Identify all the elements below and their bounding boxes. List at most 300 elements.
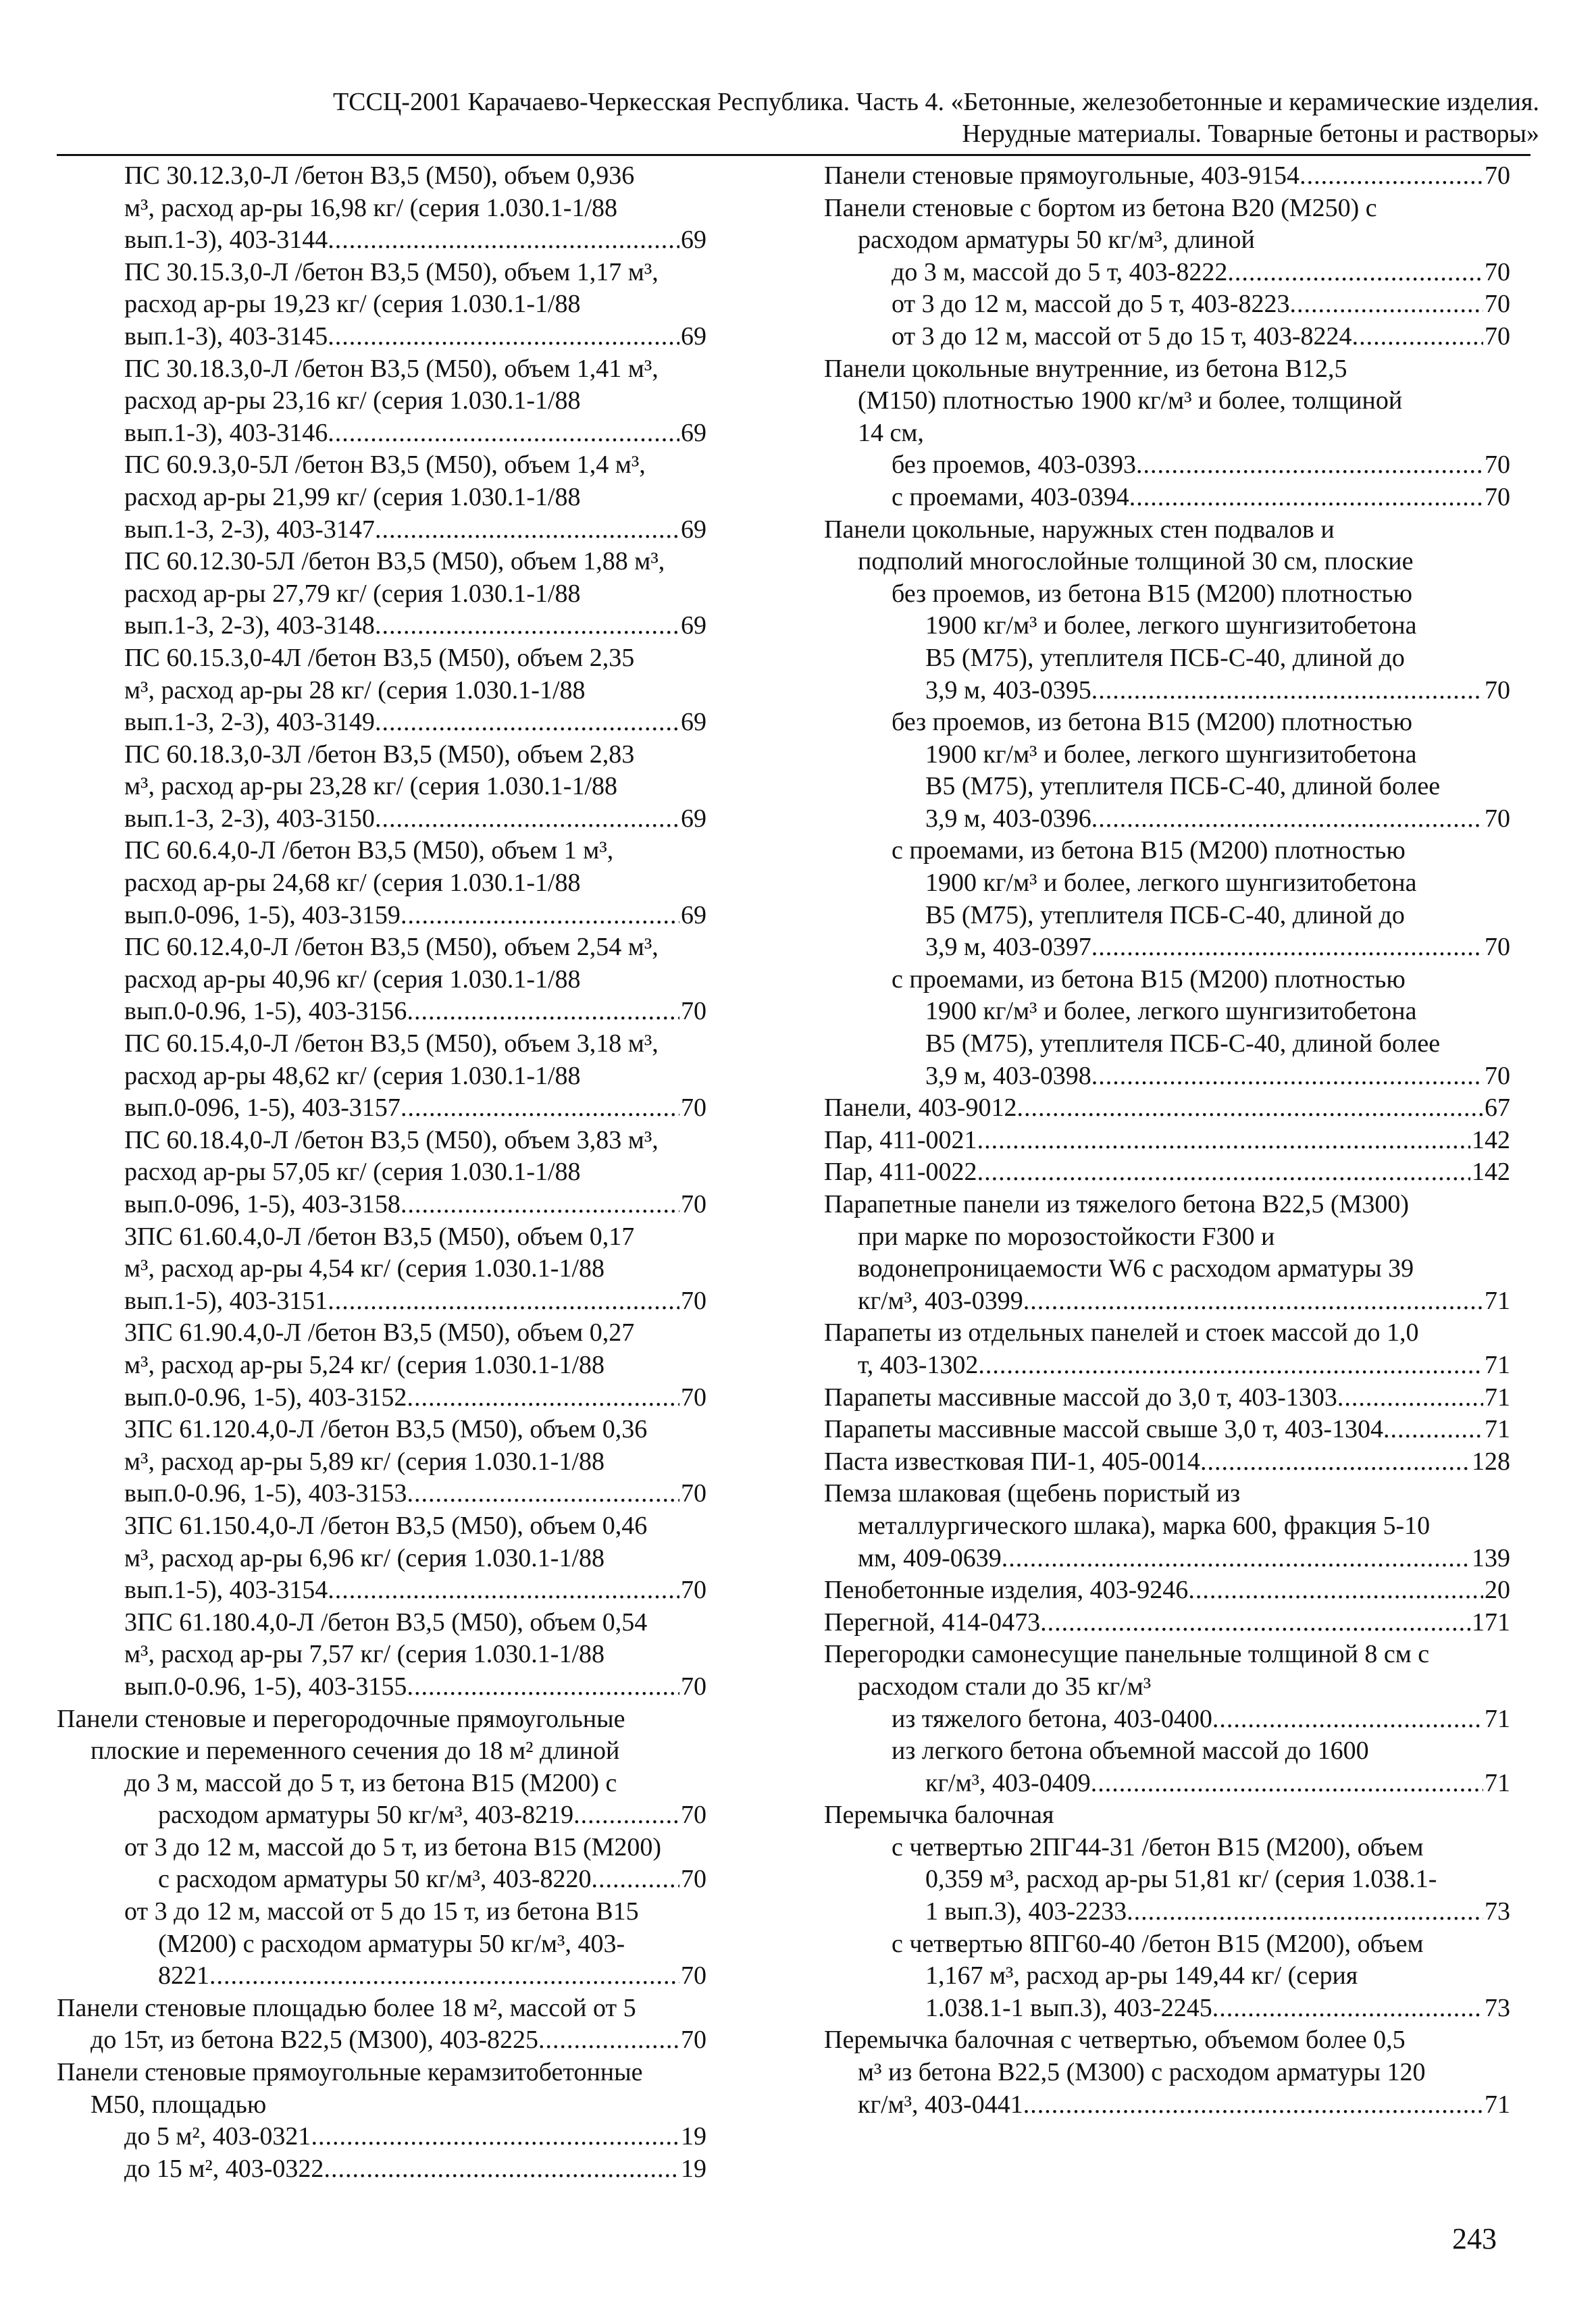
dot-leader — [1016, 1092, 1483, 1125]
index-entry — [57, 2121, 706, 2153]
entry-line — [57, 1735, 706, 1768]
page-reference: 70 — [1485, 451, 1510, 480]
index-entry — [824, 1639, 1510, 1703]
dot-leader — [1127, 1896, 1483, 1928]
entry-line — [824, 996, 1510, 1028]
dot-leader — [328, 321, 679, 353]
entry-text: ПС 30.18.3,0-Л /бетон В3,5 (М50), объем 1,41 м³, — [124, 354, 659, 383]
entry-line — [824, 385, 1510, 417]
entry-text: Пар, 411-0021 — [824, 1125, 977, 1154]
entry-text: Панели цокольные внутренние, из бетона В12,5 — [824, 354, 1347, 383]
entry-text: вып.1-3), 403-3146 — [124, 418, 328, 447]
entry-text: расходом арматуры 50 кг/м³, длиной — [858, 226, 1255, 255]
entry-text: Панели стеновые прямоугольные керамзитобетонные — [57, 2058, 643, 2087]
entry-text: (М200) с расходом арматуры 50 кг/м³, 403- — [158, 1929, 625, 1958]
dot-leader — [1091, 675, 1483, 707]
entry-line — [57, 417, 706, 450]
entry-line — [824, 706, 1510, 739]
entry-text: расходом стали до 35 кг/м³ — [858, 1672, 1152, 1701]
index-entry — [824, 2024, 1510, 2121]
entry-line — [57, 1799, 706, 1832]
entry-text: ПС 60.18.3,0-3Л /бетон В3,5 (М50), объем 2,83 — [124, 740, 635, 769]
entry-text: ПС 60.12.4,0-Л /бетон В3,5 (М50), объем 2,54 м³, — [124, 933, 659, 962]
entry-text: В5 (М75), утеплителя ПСБ-С-40, длиной более — [925, 1029, 1441, 1058]
entry-text: вып.0-0.96, 1-5), 403-3156 — [124, 997, 407, 1026]
entry-text: расход ар-ры 21,99 кг/ (серия 1.030.1-1/88 — [124, 482, 581, 511]
index-entry — [57, 1607, 706, 1703]
entry-line — [57, 514, 706, 546]
entry-text: м³, расход ар-ры 7,57 кг/ (серия 1.030.1-1/88 — [124, 1640, 604, 1669]
entry-line — [57, 1607, 706, 1639]
dot-leader — [1212, 1992, 1483, 2025]
dot-leader — [1227, 257, 1483, 289]
dot-leader — [977, 1125, 1470, 1157]
dot-leader — [1212, 1703, 1483, 1736]
entry-line — [824, 1349, 1510, 1382]
page-reference: 70 — [681, 1094, 706, 1123]
entry-line — [824, 964, 1510, 996]
dot-leader — [1091, 1768, 1483, 1800]
index-entry — [824, 1189, 1510, 1317]
index-entry — [824, 482, 1510, 514]
entry-line — [57, 610, 706, 642]
entry-text: расход ар-ры 40,96 кг/ (серия 1.030.1-1/88 — [124, 965, 581, 994]
entry-text: с проемами, 403-0394 — [892, 482, 1129, 511]
entry-text: 1900 кг/м³ и более, легкого шунгизитобетона — [925, 740, 1417, 769]
entry-line — [824, 1189, 1510, 1221]
entry-line — [57, 1253, 706, 1285]
entry-text: ПС 60.15.3,0-4Л /бетон В3,5 (М50), объем 2,35 — [124, 643, 635, 672]
entry-text: 3ПС 61.150.4,0-Л /бетон В3,5 (М50), объем 0,46 — [124, 1511, 648, 1540]
entry-text: из тяжелого бетона, 403-0400 — [892, 1704, 1212, 1733]
entry-line — [824, 1928, 1510, 1961]
entry-text: (М150) плотностью 1900 кг/м³ и более, толщиной — [858, 386, 1403, 415]
page-reference: 69 — [681, 322, 706, 351]
index-entry — [824, 257, 1510, 289]
index-entry — [824, 288, 1510, 321]
entry-line — [824, 1574, 1510, 1607]
entry-line — [824, 257, 1510, 289]
entry-text: металлургического шлака), марка 600, фракция 5-10 — [858, 1511, 1431, 1540]
entry-line — [824, 2089, 1510, 2122]
page-reference: 128 — [1472, 1447, 1510, 1476]
entry-line — [57, 675, 706, 707]
index-entry — [57, 257, 706, 353]
entry-text: Панели стеновые и перегородочные прямоугольные — [57, 1704, 625, 1733]
entry-line — [57, 739, 706, 771]
entry-text: 3ПС 61.120.4,0-Л /бетон В3,5 (М50), объем 0,36 — [124, 1415, 648, 1444]
entry-line — [57, 1960, 706, 1992]
dot-leader — [209, 1960, 679, 1992]
index-column-right — [824, 160, 1510, 2121]
entry-text: расход ар-ры 27,79 кг/ (серия 1.030.1-1/88 — [124, 579, 581, 608]
page-reference: 139 — [1472, 1543, 1510, 1572]
entry-line — [824, 546, 1510, 578]
entry-text: ПС 30.15.3,0-Л /бетон В3,5 (М50), объем 1,17 м³, — [124, 257, 659, 286]
page-reference: 71 — [1485, 2090, 1510, 2119]
entry-line — [57, 1349, 706, 1382]
page-reference: 142 — [1472, 1125, 1510, 1154]
entry-text: от 3 до 12 м, массой от 5 до 15 т, из бетона В15 — [124, 1897, 639, 1926]
dot-leader — [1002, 1543, 1470, 1575]
entry-line — [824, 931, 1510, 964]
entry-line — [57, 1060, 706, 1093]
dot-leader — [375, 803, 679, 835]
entry-text: Панели стеновые прямоугольные, 403-9154 — [824, 161, 1300, 190]
page-reference: 67 — [1485, 1094, 1510, 1123]
dot-leader — [1129, 482, 1483, 514]
dot-leader — [1040, 1607, 1470, 1639]
entry-line — [824, 835, 1510, 867]
entry-text: 1900 кг/м³ и более, легкого шунгизитобетона — [925, 869, 1417, 898]
page-reference: 70 — [681, 1479, 706, 1508]
index-entry — [57, 1832, 706, 1896]
entry-line — [57, 160, 706, 192]
entry-line — [57, 1671, 706, 1703]
entry-text: с четвертью 8ПГ60-40 /бетон В15 (М200), объем — [892, 1929, 1424, 1958]
index-entry — [57, 2153, 706, 2186]
dot-leader — [1091, 931, 1483, 964]
entry-text: 3ПС 61.90.4,0-Л /бетон В3,5 (М50), объем 0,27 — [124, 1318, 635, 1347]
entry-line — [57, 1285, 706, 1318]
entry-line — [57, 1092, 706, 1125]
entry-text: расход ар-ры 23,16 кг/ (серия 1.030.1-1/88 — [124, 386, 581, 415]
entry-line — [57, 2057, 706, 2089]
dot-leader — [977, 1156, 1470, 1189]
entry-line — [824, 1028, 1510, 1060]
dot-leader — [311, 2121, 679, 2153]
page-reference: 70 — [681, 1286, 706, 1315]
index-entry — [824, 1607, 1510, 1639]
dot-leader — [328, 1285, 679, 1318]
dot-leader — [1200, 1446, 1470, 1479]
entry-text: подполий многослойные толщиной 30 см, плоские — [858, 547, 1414, 576]
page-reference: 19 — [681, 2154, 706, 2183]
entry-line — [57, 1832, 706, 1864]
entry-line — [57, 1543, 706, 1575]
entry-text: до 15 м², 403-0322 — [124, 2154, 324, 2183]
entry-line — [57, 1317, 706, 1349]
entry-text: ПС 60.18.4,0-Л /бетон В3,5 (М50), объем 3,83 м³, — [124, 1125, 659, 1154]
entry-text: Парапеты из отдельных панелей и стоек массой до 1,0 — [824, 1318, 1419, 1347]
entry-text: расход ар-ры 24,68 кг/ (серия 1.030.1-1/88 — [124, 869, 581, 898]
entry-text: расходом арматуры 50 кг/м³, 403-8219 — [158, 1801, 574, 1830]
entry-text: м³, расход ар-ры 5,24 кг/ (серия 1.030.1-1/88 — [124, 1350, 604, 1379]
page-reference: 69 — [681, 226, 706, 255]
entry-text: расход ар-ры 19,23 кг/ (серия 1.030.1-1/88 — [124, 290, 581, 319]
index-entry — [57, 2057, 706, 2121]
entry-text: расход ар-ры 48,62 кг/ (серия 1.030.1-1/88 — [124, 1061, 581, 1090]
page-number: 243 — [1452, 2222, 1497, 2255]
entry-line — [824, 1768, 1510, 1800]
entry-line — [824, 417, 1510, 450]
page-reference: 71 — [1485, 1350, 1510, 1379]
entry-text: 1.038.1-1 вып.3), 403-2245 — [925, 1993, 1212, 2022]
entry-text: Панели стеновые с бортом из бетона В20 (М250) с — [824, 193, 1377, 222]
entry-text: вып.1-3), 403-3145 — [124, 322, 328, 351]
entry-text: Панели стеновые площадью более 18 м², массой от 5 — [57, 1993, 636, 2022]
entry-line — [824, 192, 1510, 225]
page-reference: 70 — [681, 2026, 706, 2055]
entry-text: 3,9 м, 403-0398 — [925, 1061, 1091, 1090]
entry-text: 3,9 м, 403-0396 — [925, 804, 1091, 833]
entry-line — [57, 931, 706, 964]
entry-text: с четвертью 2ПГ44-31 /бетон В15 (М200), объем — [892, 1832, 1424, 1861]
entry-line — [824, 578, 1510, 611]
entry-line — [824, 1478, 1510, 1510]
entry-line — [824, 1832, 1510, 1864]
index-entry — [57, 160, 706, 257]
entry-text: ПС 60.12.30-5Л /бетон В3,5 (М50), объем 1,88 м³, — [124, 547, 665, 576]
page-reference: 71 — [1485, 1704, 1510, 1733]
entry-text: вып.1-5), 403-3151 — [124, 1286, 328, 1315]
entry-line — [57, 1863, 706, 1896]
header-line-2: Нерудные материалы. Товарные бетоны и растворы» — [962, 120, 1539, 148]
entry-text: 1,167 м³, расход ар-ры 149,44 кг/ (серия — [925, 1961, 1358, 1990]
page-reference: 70 — [681, 1865, 706, 1894]
entry-line — [57, 1156, 706, 1189]
entry-text: Пар, 411-0022 — [824, 1158, 977, 1187]
index-entry — [57, 449, 706, 546]
dot-leader — [401, 1092, 679, 1125]
page-reference: 70 — [681, 1672, 706, 1701]
index-entry — [824, 1092, 1510, 1125]
page-reference: 70 — [681, 1801, 706, 1830]
index-entry — [57, 1414, 706, 1510]
entry-text: плоские и переменного сечения до 18 м² длиной — [91, 1737, 620, 1766]
entry-text: вып.0-0.96, 1-5), 403-3153 — [124, 1479, 407, 1508]
entry-line — [57, 803, 706, 835]
page-reference: 20 — [1485, 1576, 1510, 1605]
entry-line — [824, 1671, 1510, 1703]
entry-line — [57, 449, 706, 482]
entry-line — [57, 835, 706, 867]
page-reference: 73 — [1485, 1993, 1510, 2022]
entry-line — [57, 900, 706, 932]
entry-text: Пемза шлаковая (щебень пористый из — [824, 1479, 1241, 1508]
dot-leader — [324, 2153, 679, 2186]
entry-text: до 3 м, массой до 5 т, 403-8222 — [892, 257, 1228, 286]
entry-line — [57, 1992, 706, 2025]
dot-leader — [538, 2024, 679, 2057]
entry-line — [824, 1543, 1510, 1575]
entry-line — [824, 288, 1510, 321]
entry-line — [824, 642, 1510, 675]
entry-text: расход ар-ры 57,05 кг/ (серия 1.030.1-1/88 — [124, 1158, 581, 1187]
index-entry — [824, 1799, 1510, 1832]
index-entry — [57, 739, 706, 835]
entry-text: В5 (М75), утеплителя ПСБ-С-40, длиной до — [925, 643, 1405, 672]
entry-line — [57, 192, 706, 225]
entry-text: без проемов, из бетона В15 (М200) плотностью — [892, 708, 1413, 737]
entry-line — [57, 546, 706, 578]
index-entry — [824, 964, 1510, 1092]
index-entry — [57, 546, 706, 642]
entry-text: до 3 м, массой до 5 т, из бетона В15 (М200) с — [124, 1768, 617, 1797]
entry-text: вып.0-0.96, 1-5), 403-3155 — [124, 1672, 407, 1701]
entry-text: ПС 60.15.4,0-Л /бетон В3,5 (М50), объем 3,18 м³, — [124, 1029, 659, 1058]
dot-leader — [375, 610, 679, 642]
index-entry — [824, 1446, 1510, 1479]
header-line-1: ТССЦ-2001 Карачаево-Черкесская Республика. Часть 4. «Бетонные, железобетонные и керамические изделия. — [332, 88, 1539, 116]
entry-line — [824, 1992, 1510, 2025]
index-entry — [824, 160, 1510, 192]
entry-line — [57, 2121, 706, 2153]
entry-line — [57, 1189, 706, 1221]
index-entry — [824, 578, 1510, 706]
entry-text: м³, расход ар-ры 4,54 кг/ (серия 1.030.1-1/88 — [124, 1254, 604, 1283]
dot-leader — [1023, 1285, 1483, 1318]
dot-leader — [1091, 803, 1483, 835]
index-entry — [824, 321, 1510, 353]
page-reference: 70 — [1485, 161, 1510, 190]
entry-line — [57, 482, 706, 514]
entry-text: Парапеты массивные массой до 3,0 т, 403-1303 — [824, 1383, 1337, 1412]
entry-line — [824, 2057, 1510, 2089]
entry-text: вып.1-3, 2-3), 403-3148 — [124, 611, 375, 640]
page-reference: 69 — [681, 708, 706, 737]
entry-line — [824, 482, 1510, 514]
entry-line — [57, 288, 706, 321]
entry-line — [824, 1060, 1510, 1093]
dot-leader — [407, 1671, 679, 1703]
dot-leader — [978, 1349, 1483, 1382]
page-reference: 69 — [681, 804, 706, 833]
running-header — [57, 86, 1539, 150]
entry-line — [824, 1863, 1510, 1896]
dot-leader — [328, 417, 679, 450]
entry-line — [57, 1768, 706, 1800]
entry-line — [824, 1607, 1510, 1639]
header-rule — [57, 154, 1530, 156]
page-reference: 70 — [1485, 675, 1510, 704]
dot-leader — [328, 1574, 679, 1607]
entry-line — [57, 1382, 706, 1414]
entry-line — [57, 224, 706, 257]
entry-line — [824, 803, 1510, 835]
entry-line — [57, 642, 706, 675]
page-reference: 70 — [1485, 482, 1510, 511]
page-reference: 70 — [1485, 804, 1510, 833]
entry-line — [57, 1574, 706, 1607]
page-reference: 19 — [681, 2122, 706, 2151]
entry-text: м³, расход ар-ры 5,89 кг/ (серия 1.030.1-1/88 — [124, 1447, 604, 1476]
entry-text: от 3 до 12 м, массой от 5 до 15 т, 403-8224 — [892, 322, 1352, 351]
entry-text: 14 см, — [858, 418, 924, 447]
entry-line — [824, 1735, 1510, 1768]
index-entry — [824, 1478, 1510, 1574]
dot-leader — [1091, 1060, 1483, 1093]
entry-text: ПС 30.12.3,0-Л /бетон В3,5 (М50), объем 0,936 — [124, 161, 635, 190]
page-reference: 70 — [681, 1961, 706, 1990]
page-reference: 69 — [681, 418, 706, 447]
entry-text: Перемычка балочная — [824, 1801, 1054, 1830]
entry-text: т, 403-1302 — [858, 1350, 979, 1379]
entry-line — [57, 2089, 706, 2122]
index-entry — [824, 514, 1510, 578]
dot-leader — [375, 706, 679, 739]
entry-text: от 3 до 12 м, массой до 5 т, из бетона В15 (М200) — [124, 1832, 662, 1861]
entry-text: Перемычка балочная с четвертью, объемом более 0,5 — [824, 2026, 1406, 2055]
entry-line — [57, 2153, 706, 2186]
entry-line — [57, 1896, 706, 1928]
dot-leader — [592, 1863, 679, 1896]
dot-leader — [1023, 2089, 1483, 2122]
index-entry — [824, 1317, 1510, 1381]
entry-line — [57, 1703, 706, 1736]
page-reference: 142 — [1472, 1158, 1510, 1187]
entry-line — [824, 1799, 1510, 1832]
entry-line — [824, 449, 1510, 482]
dot-leader — [1188, 1574, 1483, 1607]
entry-line — [824, 1446, 1510, 1479]
dot-leader — [573, 1799, 679, 1832]
page-reference: 71 — [1485, 1383, 1510, 1412]
page-reference: 71 — [1485, 1415, 1510, 1444]
page-reference: 71 — [1485, 1768, 1510, 1797]
entry-text: до 15т, из бетона В22,5 (М300), 403-8225 — [91, 2026, 539, 2055]
entry-text: от 3 до 12 м, массой до 5 т, 403-8223 — [892, 290, 1290, 319]
entry-text: ПС 60.9.3,0-5Л /бетон В3,5 (М50), объем 1,4 м³, — [124, 451, 646, 480]
entry-line — [824, 1703, 1510, 1736]
entry-line — [824, 353, 1510, 386]
entry-text: вып.1-5), 403-3154 — [124, 1576, 328, 1605]
dot-leader — [407, 1478, 679, 1510]
entry-line — [57, 321, 706, 353]
entry-text: Парапеты массивные массой свыше 3,0 т, 403-1304 — [824, 1415, 1384, 1444]
entry-text: вып.1-3, 2-3), 403-3150 — [124, 804, 375, 833]
entry-text: 0,359 м³, расход ар-ры 51,81 кг/ (серия 1.038.1- — [925, 1865, 1437, 1894]
dot-leader — [401, 900, 679, 932]
entry-text: Паста известковая ПИ-1, 405-0014 — [824, 1447, 1200, 1476]
index-entry — [824, 1125, 1510, 1157]
entry-line — [824, 1092, 1510, 1125]
entry-line — [824, 1960, 1510, 1992]
entry-text: с проемами, из бетона В15 (М200) плотностью — [892, 836, 1406, 865]
dot-leader — [1337, 1382, 1483, 1414]
page-reference: 69 — [681, 611, 706, 640]
entry-text: водонепроницаемости W6 с расходом арматуры 39 — [858, 1254, 1414, 1283]
entry-line — [824, 675, 1510, 707]
entry-text: вып.0-0.96, 1-5), 403-3152 — [124, 1383, 407, 1412]
page-reference: 73 — [1485, 1897, 1510, 1926]
entry-text: Панели, 403-9012 — [824, 1094, 1017, 1123]
entry-text: 8221 — [158, 1961, 209, 1990]
entry-text: 3ПС 61.180.4,0-Л /бетон В3,5 (М50), объем 0,54 — [124, 1608, 648, 1637]
dot-leader — [1289, 288, 1483, 321]
entry-line — [824, 1414, 1510, 1446]
entry-text: ПС 60.6.4,0-Л /бетон В3,5 (М50), объем 1 м³, — [124, 836, 614, 865]
entry-text: 3ПС 61.60.4,0-Л /бетон В3,5 (М50), объем 0,17 — [124, 1222, 635, 1251]
index-entry — [57, 1510, 706, 1607]
entry-text: 1 вып.3), 403-2233 — [925, 1897, 1127, 1926]
entry-line — [57, 771, 706, 803]
entry-line — [824, 610, 1510, 642]
entry-text: М50, площадью — [91, 2090, 267, 2119]
index-column-left — [57, 160, 706, 2185]
dot-leader — [328, 224, 679, 257]
page-reference: 71 — [1485, 1286, 1510, 1315]
index-entry — [824, 1735, 1510, 1799]
entry-text: при марке по морозостойкости F300 и — [858, 1222, 1275, 1251]
entry-text: без проемов, из бетона В15 (М200) плотностью — [892, 579, 1413, 608]
entry-text: 3,9 м, 403-0395 — [925, 675, 1091, 704]
entry-line — [57, 353, 706, 386]
entry-text: вып.0-096, 1-5), 403-3159 — [124, 900, 401, 929]
entry-line — [57, 1414, 706, 1446]
index-entry — [824, 706, 1510, 835]
index-entry — [824, 1574, 1510, 1607]
